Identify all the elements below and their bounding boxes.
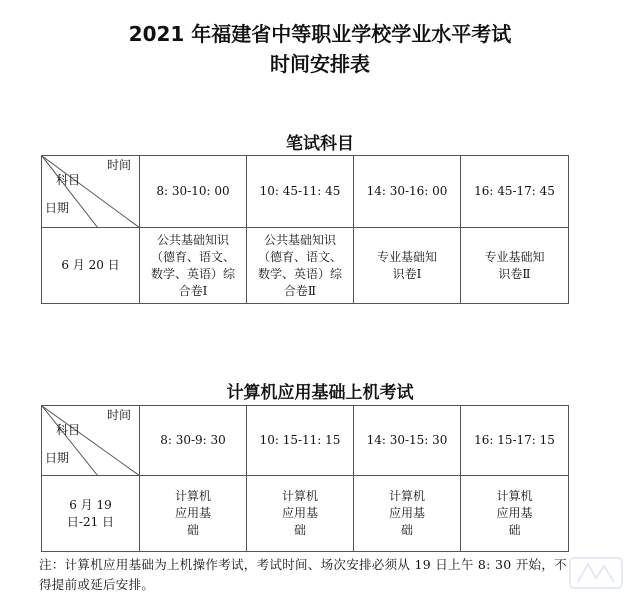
subject-cell: 计算机应用基础 xyxy=(354,476,461,552)
date-cell: 6 月 20 日 xyxy=(42,228,140,304)
diagonal-header-cell xyxy=(42,406,140,476)
computer-exam-table xyxy=(41,405,569,552)
subject-cell: 计算机应用基础 xyxy=(247,476,354,552)
time-slot-header: 14: 30-16: 00 xyxy=(354,156,461,228)
document-title: 2021 年福建省中等职业学校学业水平考试 xyxy=(128,22,512,46)
subject-cell: 计算机应用基础 xyxy=(140,476,247,552)
document-subtitle: 时间安排表 xyxy=(270,52,370,76)
diagonal-header-cell xyxy=(42,156,140,228)
header-row xyxy=(42,406,569,476)
date-cell: 6 月 19 日-21 日 xyxy=(42,476,140,552)
time-slot-header: 8: 30-10: 00 xyxy=(140,156,247,228)
subject-cell: 专业基础知识卷Ⅱ xyxy=(461,228,569,304)
watermark-logo xyxy=(566,554,626,598)
time-header-label: 时间 xyxy=(106,408,131,422)
subject-cell: 计算机应用基础 xyxy=(461,476,569,552)
footnote: 注：计算机应用基础为上机操作考试，考试时间、场次安排必须从 19 日上午 8: 30 开始，不得提前或延后安排。 xyxy=(39,557,567,592)
subject-cell: 公共基础知识（德育、语文、数学、英语）综合卷Ⅱ xyxy=(247,228,354,304)
subject-cell: 专业基础知识卷Ⅰ xyxy=(354,228,461,304)
subject-header-label: 科目 xyxy=(56,423,81,437)
header-row xyxy=(42,156,569,228)
time-slot-header: 16: 45-17: 45 xyxy=(461,156,569,228)
date-header-label: 日期 xyxy=(45,201,70,215)
time-slot-header: 10: 45-11: 45 xyxy=(247,156,354,228)
subject-cell: 公共基础知识（德育、语文、数学、英语）综合卷Ⅰ xyxy=(140,228,247,304)
subject-header-label: 科目 xyxy=(56,173,81,187)
time-slot-header: 16: 15-17: 15 xyxy=(461,406,569,476)
time-slot-header: 10: 15-11: 15 xyxy=(247,406,354,476)
table-row xyxy=(42,476,569,552)
written-exam-table xyxy=(41,155,569,304)
time-slot-header: 8: 30-9: 30 xyxy=(140,406,247,476)
time-slot-header: 14: 30-15: 30 xyxy=(354,406,461,476)
date-header-label: 日期 xyxy=(45,451,70,465)
computer-exam-section-title: 计算机应用基础上机考试 xyxy=(226,383,414,403)
table-row xyxy=(42,228,569,304)
time-header-label: 时间 xyxy=(106,158,131,172)
written-exam-section-title: 笔试科目 xyxy=(286,134,354,154)
